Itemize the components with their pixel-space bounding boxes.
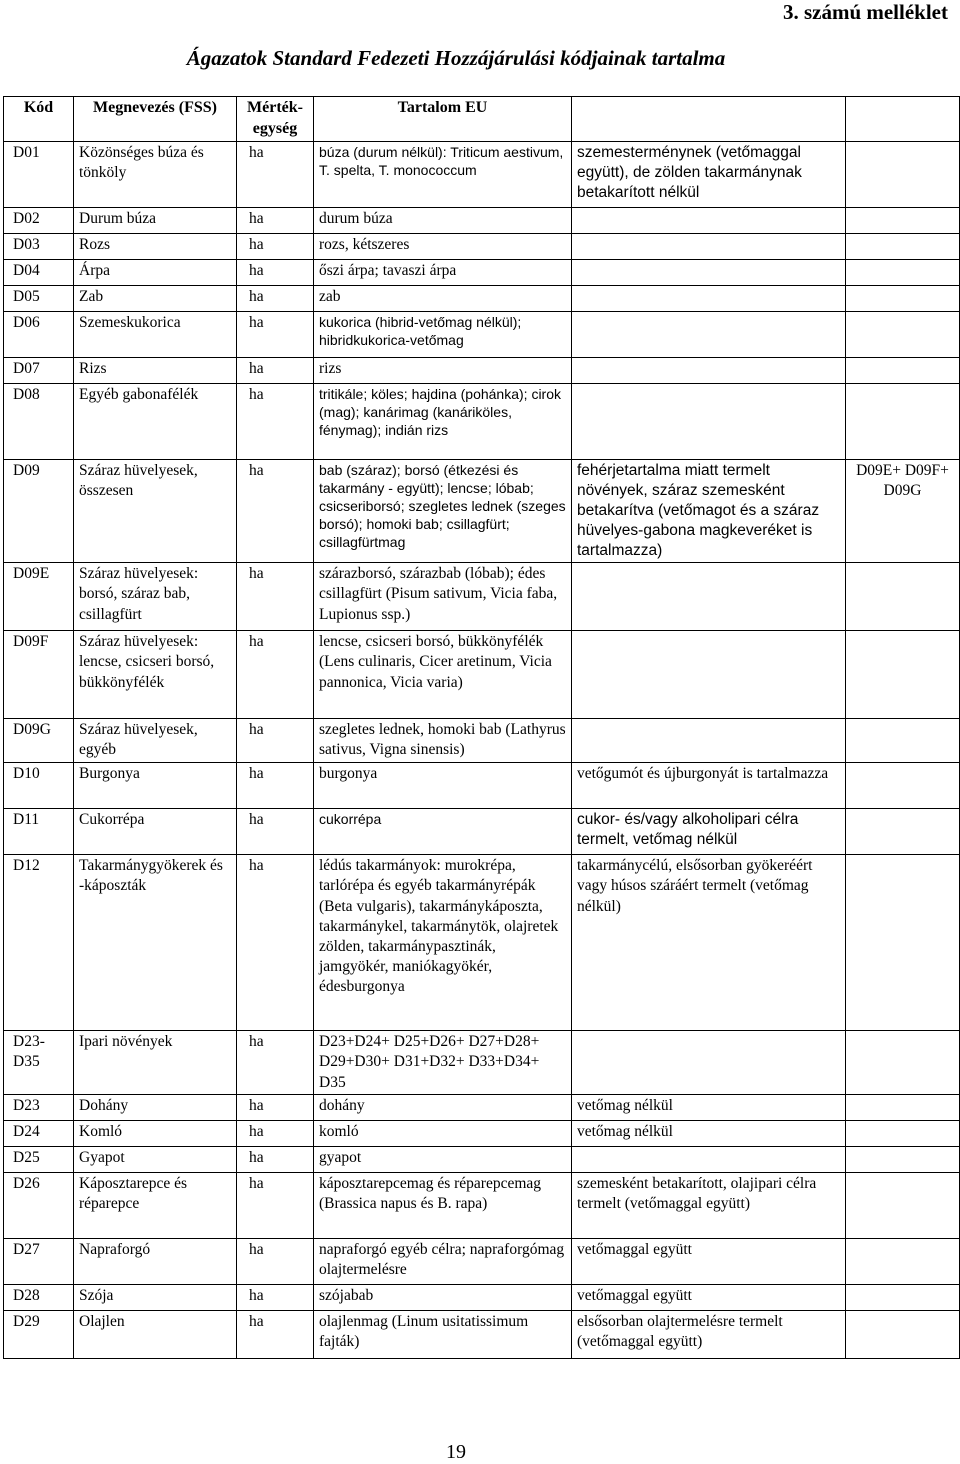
content-cell: zab <box>314 285 572 311</box>
name-cell: Cukorrépa <box>74 809 237 855</box>
code-cell: D23-D35 <box>4 1031 74 1094</box>
unit-cell: ha <box>237 285 314 311</box>
page-title: Ágazatok Standard Fedezeti Hozzájárulási kódjainak tartalma <box>186 46 726 70</box>
name-cell: Dohány <box>74 1094 237 1120</box>
unit-cell: ha <box>237 631 314 719</box>
header-note <box>572 97 846 142</box>
table-row <box>4 631 960 719</box>
table-row <box>4 233 960 259</box>
table-row <box>4 1172 960 1238</box>
extra-cell <box>846 357 960 383</box>
unit-cell: ha <box>237 809 314 855</box>
header-name: Megnevezés (FSS) <box>74 97 237 142</box>
extra-cell <box>846 259 960 285</box>
name-cell: Szója <box>74 1284 237 1310</box>
table-row <box>4 1238 960 1284</box>
extra-cell <box>846 1094 960 1120</box>
table-row <box>4 855 960 1031</box>
code-cell: D08 <box>4 383 74 459</box>
unit-cell: ha <box>237 459 314 563</box>
content-cell: káposztarepcemag és réparepcemag (Brassica napus és B. rapa) <box>314 1172 572 1238</box>
extra-cell <box>846 719 960 763</box>
code-cell: D09E <box>4 563 74 631</box>
note-cell: takarmánycélú, elsősorban gyökeréért vagy húsos száráért termelt (vetőmag nélkül) <box>572 855 846 1031</box>
unit-cell: ha <box>237 563 314 631</box>
code-cell: D29 <box>4 1310 74 1358</box>
code-cell: D23 <box>4 1094 74 1120</box>
extra-cell <box>846 631 960 719</box>
name-cell: Káposztarepce és réparepce <box>74 1172 237 1238</box>
unit-cell: ha <box>237 719 314 763</box>
name-cell: Burgonya <box>74 763 237 809</box>
table-row <box>4 1094 960 1120</box>
header-unit: Mérték-egység <box>237 97 314 142</box>
extra-cell <box>846 1146 960 1172</box>
content-cell: cukorrépa <box>314 809 572 855</box>
extra-cell <box>846 1031 960 1094</box>
note-cell <box>572 383 846 459</box>
extra-cell <box>846 1310 960 1358</box>
note-cell: vetőmaggal együtt <box>572 1238 846 1284</box>
code-cell: D04 <box>4 259 74 285</box>
content-cell: olajlenmag (Linum usitatissimum fajták) <box>314 1310 572 1358</box>
name-cell: Száraz hüvelyesek, összesen <box>74 459 237 563</box>
extra-cell <box>846 1120 960 1146</box>
name-cell: Gyapot <box>74 1146 237 1172</box>
table-row <box>4 285 960 311</box>
header-code: Kód <box>4 97 74 142</box>
unit-cell: ha <box>237 141 314 207</box>
extra-cell <box>846 1238 960 1284</box>
note-cell: cukor- és/vagy alkoholipari célra termelt, vetőmag nélkül <box>572 809 846 855</box>
table-row <box>4 311 960 357</box>
unit-cell: ha <box>237 1284 314 1310</box>
name-cell: Egyéb gabonafélék <box>74 383 237 459</box>
name-cell: Komló <box>74 1120 237 1146</box>
code-cell: D07 <box>4 357 74 383</box>
content-cell: búza (durum nélkül): Triticum aestivum, T. spelta, T. monococcum <box>314 141 572 207</box>
extra-cell <box>846 1172 960 1238</box>
table-row <box>4 259 960 285</box>
code-cell: D09 <box>4 459 74 563</box>
code-cell: D12 <box>4 855 74 1031</box>
table-row <box>4 383 960 459</box>
content-cell: dohány <box>314 1094 572 1120</box>
content-cell: durum búza <box>314 207 572 233</box>
table-row <box>4 809 960 855</box>
code-cell: D09G <box>4 719 74 763</box>
extra-cell <box>846 207 960 233</box>
note-cell: szemesterménynek (vetőmaggal együtt), de zölden takarmánynak betakarított nélkül <box>572 141 846 207</box>
content-cell: burgonya <box>314 763 572 809</box>
content-cell: rizs <box>314 357 572 383</box>
header-content: Tartalom EU <box>314 97 572 142</box>
note-cell <box>572 357 846 383</box>
content-cell: rozs, kétszeres <box>314 233 572 259</box>
table-row <box>4 563 960 631</box>
note-cell <box>572 233 846 259</box>
content-cell: szárazborsó, szárazbab (lóbab); édes csillagfürt (Pisum sativum, Vicia faba, Lupionus ssp.) <box>314 563 572 631</box>
extra-cell <box>846 285 960 311</box>
annex-label: 3. számú melléklet <box>782 0 948 24</box>
unit-cell: ha <box>237 1238 314 1284</box>
unit-cell: ha <box>237 233 314 259</box>
content-cell: kukorica (hibrid-vetőmag nélkül); hibridkukorica-vetőmag <box>314 311 572 357</box>
note-cell: vetőmag nélkül <box>572 1120 846 1146</box>
note-cell <box>572 1146 846 1172</box>
content-cell: gyapot <box>314 1146 572 1172</box>
name-cell: Napraforgó <box>74 1238 237 1284</box>
unit-cell: ha <box>237 1094 314 1120</box>
note-cell <box>572 207 846 233</box>
note-cell: fehérjetartalma miatt termelt növények, száraz szemesként betakarítva (vetőmagot és a száraz hüvelyes-gabona magkeveréket is tartalmazza) <box>572 459 846 563</box>
note-cell <box>572 563 846 631</box>
code-cell: D05 <box>4 285 74 311</box>
unit-cell: ha <box>237 1120 314 1146</box>
extra-cell <box>846 563 960 631</box>
code-cell: D24 <box>4 1120 74 1146</box>
content-cell: D23+D24+ D25+D26+ D27+D28+ D29+D30+ D31+D32+ D33+D34+ D35 <box>314 1031 572 1094</box>
name-cell: Rizs <box>74 357 237 383</box>
note-cell: szemesként betakarított, olajipari célra termelt (vetőmaggal együtt) <box>572 1172 846 1238</box>
code-cell: D10 <box>4 763 74 809</box>
note-cell: elsősorban olajtermelésre termelt (vetőmaggal együtt) <box>572 1310 846 1358</box>
name-cell: Durum búza <box>74 207 237 233</box>
name-cell: Takarmánygyökerek és -káposzták <box>74 855 237 1031</box>
unit-cell: ha <box>237 763 314 809</box>
content-cell: tritikále; köles; hajdina (pohánka); cirok (mag); kanárimag (kanáriköles, fénymag); indián rizs <box>314 383 572 459</box>
note-cell <box>572 1031 846 1094</box>
name-cell: Száraz hüvelyesek, egyéb <box>74 719 237 763</box>
note-cell: vetőgumót és újburgonyát is tartalmazza <box>572 763 846 809</box>
name-cell: Közönséges búza és tönköly <box>74 141 237 207</box>
unit-cell: ha <box>237 311 314 357</box>
table-row <box>4 1310 960 1358</box>
table-row <box>4 357 960 383</box>
code-cell: D25 <box>4 1146 74 1172</box>
extra-cell <box>846 809 960 855</box>
code-table-body <box>4 97 960 1359</box>
unit-cell: ha <box>237 357 314 383</box>
extra-cell <box>846 1284 960 1310</box>
name-cell: Árpa <box>74 259 237 285</box>
code-cell: D11 <box>4 809 74 855</box>
content-cell: komló <box>314 1120 572 1146</box>
note-cell <box>572 311 846 357</box>
note-cell <box>572 259 846 285</box>
table-row <box>4 719 960 763</box>
table-row <box>4 1284 960 1310</box>
table-row <box>4 459 960 563</box>
content-cell: lédús takarmányok: murokrépa, tarlórépa és egyéb takarmányrépák (Beta vulgaris), takarmánykáposzta, takarmánykel, takarmánytök, olajretek zölden, takarmánypasztinák, jamgyökér, maniókagyökér, édesburgonya <box>314 855 572 1031</box>
note-cell <box>572 285 846 311</box>
note-cell: vetőmaggal együtt <box>572 1284 846 1310</box>
code-table <box>3 96 960 1359</box>
extra-cell <box>846 141 960 207</box>
unit-cell: ha <box>237 1172 314 1238</box>
code-cell: D03 <box>4 233 74 259</box>
code-cell: D01 <box>4 141 74 207</box>
name-cell: Rozs <box>74 233 237 259</box>
table-row <box>4 1146 960 1172</box>
content-cell: lencse, csicseri borsó, bükkönyfélék (Lens culinaris, Cicer aretinum, Vicia pannonica, Vicia varia) <box>314 631 572 719</box>
extra-cell <box>846 383 960 459</box>
table-row <box>4 207 960 233</box>
note-cell: vetőmag nélkül <box>572 1094 846 1120</box>
name-cell: Zab <box>74 285 237 311</box>
code-cell: D09F <box>4 631 74 719</box>
name-cell: Száraz hüvelyesek: borsó, száraz bab, csillagfürt <box>74 563 237 631</box>
table-row <box>4 141 960 207</box>
table-header-row <box>4 97 960 142</box>
unit-cell: ha <box>237 1146 314 1172</box>
code-cell: D26 <box>4 1172 74 1238</box>
code-cell: D27 <box>4 1238 74 1284</box>
content-cell: napraforgó egyéb célra; napraforgómag olajtermelésre <box>314 1238 572 1284</box>
name-cell: Olajlen <box>74 1310 237 1358</box>
unit-cell: ha <box>237 383 314 459</box>
content-cell: szójabab <box>314 1284 572 1310</box>
extra-cell <box>846 233 960 259</box>
note-cell <box>572 631 846 719</box>
page-number: 19 <box>446 1441 466 1463</box>
code-cell: D06 <box>4 311 74 357</box>
code-cell: D02 <box>4 207 74 233</box>
name-cell: Ipari növények <box>74 1031 237 1094</box>
header-extra <box>846 97 960 142</box>
extra-cell <box>846 311 960 357</box>
code-cell: D28 <box>4 1284 74 1310</box>
table-row <box>4 1031 960 1094</box>
extra-cell <box>846 763 960 809</box>
name-cell: Száraz hüvelyesek: lencse, csicseri borsó, bükkönyfélék <box>74 631 237 719</box>
unit-cell: ha <box>237 207 314 233</box>
unit-cell: ha <box>237 1310 314 1358</box>
table-row <box>4 1120 960 1146</box>
extra-cell <box>846 855 960 1031</box>
unit-cell: ha <box>237 855 314 1031</box>
content-cell: bab (száraz); borsó (étkezési és takarmány - együtt); lencse; lóbab; csicseriborsó; szegletes lednek (szeges borsó); homoki bab; csillagfürt; csillagfürtmag <box>314 459 572 563</box>
extra-cell: D09E+ D09F+ D09G <box>846 459 960 563</box>
note-cell <box>572 719 846 763</box>
unit-cell: ha <box>237 259 314 285</box>
unit-cell: ha <box>237 1031 314 1094</box>
name-cell: Szemeskukorica <box>74 311 237 357</box>
content-cell: szegletes lednek, homoki bab (Lathyrus sativus, Vigna sinensis) <box>314 719 572 763</box>
table-row <box>4 763 960 809</box>
content-cell: őszi árpa; tavaszi árpa <box>314 259 572 285</box>
